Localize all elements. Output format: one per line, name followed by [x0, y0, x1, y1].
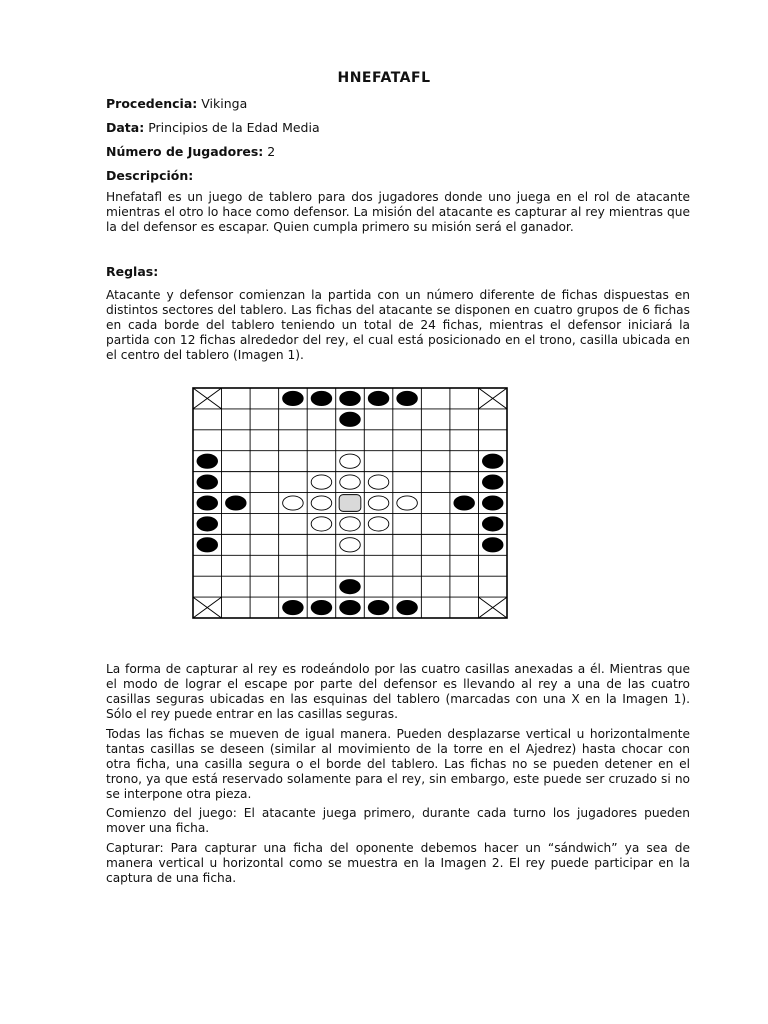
descripcion-label: Descripción: [106, 168, 194, 183]
defender-piece [283, 496, 304, 510]
movimiento-paragraph: Todas las fichas se mueven de igual manera. Pueden desplazarse vertical u horizontalmente tantas casillas se deseen (similar al movimiento de la torre en el Ajedrez) hasta chocar con otra ficha, una casilla segura o el borde del tablero. Las fichas no se pueden detener en el trono, ya que está reservado solamente para el rey, sin embargo, este puede ser cruzado si no se interpone otra pieza. [106, 727, 690, 801]
capturar-paragraph: Capturar: Para capturar una ficha del oponente debemos hacer un “sándwich” ya sea de manera vertical u horizontal como se muestra en la Imagen 2. El rey puede participar en la captura de una ficha. [106, 841, 690, 885]
defender-piece [340, 475, 361, 489]
defender-piece [311, 496, 332, 510]
attacker-piece [197, 538, 218, 552]
attacker-piece [340, 580, 361, 594]
attacker-piece [283, 391, 304, 405]
attacker-piece [197, 454, 218, 468]
attacker-piece [482, 475, 503, 489]
defender-piece [368, 475, 389, 489]
attacker-piece [397, 391, 418, 405]
defender-piece [368, 517, 389, 531]
attacker-piece [482, 538, 503, 552]
attacker-piece [197, 475, 218, 489]
attacker-piece [340, 391, 361, 405]
attacker-piece [454, 496, 475, 510]
attacker-piece [397, 600, 418, 614]
data-label: Data: [106, 120, 145, 135]
attacker-piece [340, 412, 361, 426]
defender-piece [311, 475, 332, 489]
procedencia-label: Procedencia: [106, 96, 198, 111]
defender-piece [340, 454, 361, 468]
comienzo-paragraph: Comienzo del juego: El atacante juega primero, durante cada turno los jugadores pueden mover una ficha. [106, 806, 690, 835]
defender-piece [311, 517, 332, 531]
attacker-piece [197, 517, 218, 531]
procedencia-field [106, 96, 247, 111]
defender-piece [397, 496, 418, 510]
data-field [106, 120, 320, 135]
reglas-heading [106, 264, 158, 279]
captura-rey-paragraph: La forma de capturar al rey es rodeándolo por las cuatro casillas anexadas a él. Mientras que el modo de lograr el escape por parte del defensor es llevando al rey a una de las cuatro casillas seguras ubicadas en las esquinas del tablero (marcadas con una X en la Imagen 1). Sólo el rey puede entrar en las casillas seguras. [106, 662, 690, 721]
attacker-piece [368, 600, 389, 614]
attacker-piece [368, 391, 389, 405]
hnefatafl-board [192, 387, 508, 619]
attacker-piece [197, 496, 218, 510]
attacker-piece [283, 600, 304, 614]
attacker-piece [311, 600, 332, 614]
attacker-piece [340, 600, 361, 614]
attacker-piece [311, 391, 332, 405]
attacker-piece [226, 496, 247, 510]
defender-piece [340, 517, 361, 531]
descripcion-paragraph: Hnefatafl es un juego de tablero para dos jugadores donde uno juega en el rol de atacante mientras el otro lo hace como defensor. La misión del atacante es capturar al rey mientras que la del defensor es escapar. Quien cumpla primero su misión será el ganador. [106, 190, 690, 234]
data-value: Principios de la Edad Media [148, 120, 320, 135]
reglas-paragraph: Atacante y defensor comienzan la partida con un número diferente de fichas dispuestas en distintos sectores del tablero. Las fichas del atacante se disponen en cuatro grupos de 6 fichas en cada borde del tablero teniendo un total de 24 fichas, mientras el defensor iniciará la partida con 12 fichas alrededor del rey, el cual está posicionado en el trono, casilla ubicada en el centro del tablero (Imagen 1). [106, 288, 690, 362]
jugadores-label: Número de Jugadores: [106, 144, 264, 159]
reglas-label: Reglas: [106, 264, 159, 279]
attacker-piece [482, 454, 503, 468]
attacker-piece [482, 496, 503, 510]
page-title: HNEFATAFL [337, 70, 431, 86]
defender-piece [340, 538, 361, 552]
descripcion-heading [106, 168, 193, 183]
jugadores-field [106, 144, 275, 159]
king-piece [339, 495, 361, 512]
procedencia-value: Vikinga [201, 96, 248, 111]
attacker-piece [482, 517, 503, 531]
defender-piece [368, 496, 389, 510]
jugadores-value: 2 [267, 144, 276, 159]
